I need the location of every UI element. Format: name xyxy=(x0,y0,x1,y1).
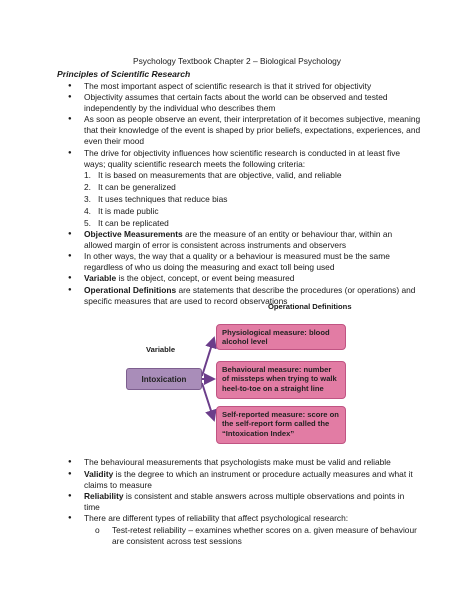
term-reliability: Reliability xyxy=(84,491,124,501)
criteria-text: It can be generalized xyxy=(98,182,176,192)
bullet-behavioural-measurements: ● The behavioural measurements that psychologists make must be valid and reliable xyxy=(84,457,422,468)
definition-variable: is the object, concept, or event being measured xyxy=(116,273,295,283)
diagram-box-behavioural: Behavioural measure: number of missteps when trying to walk heel-to-toe on a straight line xyxy=(216,361,346,399)
page-title: Psychology Textbook Chapter 2 – Biological Psychology xyxy=(133,56,341,66)
criteria-text: It is based on measurements that are objective, valid, and reliable xyxy=(98,170,342,180)
diagram-box-physiological: Physiological measure: blood alcohol level xyxy=(216,324,346,350)
definition-reliability: is consistent and stable answers across multiple observations and points in time xyxy=(84,491,405,512)
arrow-to-physiological xyxy=(202,338,214,376)
criteria-text: It is made public xyxy=(98,206,159,216)
bullet-validity xyxy=(84,469,422,491)
bullet-other-words: ● In other ways, the way that a quality or a behaviour is measured must be the same regardless of who us doing the measuring and exact toll being used xyxy=(84,251,422,273)
term-validity: Validity xyxy=(84,469,114,479)
criteria-number: 5. xyxy=(84,218,91,228)
subbullet-test-retest: o Test-retest reliability – examines whether scores on a. given measure of behaviour are consistent across test sessions xyxy=(112,525,424,547)
criteria-number: 3. xyxy=(84,194,91,204)
criteria-number: 4. xyxy=(84,206,91,216)
arrow-to-self-reported xyxy=(202,383,214,420)
diagram-center-intoxication: Intoxication xyxy=(126,368,202,390)
criteria-text: It uses techniques that reduce bias xyxy=(98,194,228,204)
section-heading: Principles of Scientific Research xyxy=(57,69,191,79)
term-objective-measurements: Objective Measurements xyxy=(84,229,183,239)
bullet-reliability-types: ● There are different types of reliability that affect psychological research: xyxy=(84,513,422,524)
criteria-number: 2. xyxy=(84,182,91,192)
bullet-subjective: ● As soon as people observe an event, their interpretation of it becomes subjective, meaning that their knowledge of the event is shaped by prior beliefs, expectations, experiences, and even their mood xyxy=(84,114,422,147)
criteria-text: It can be replicated xyxy=(98,218,169,228)
bullet-objectivity: ● The most important aspect of scientific research is that it strived for objectivity xyxy=(84,81,422,92)
bullet-drive-objectivity: ● The drive for objectivity influences how scientific research is conducted in at least five ways; quality scientific research meets the following criteria: xyxy=(84,148,422,170)
bullet-objectivity-assumes: ● Objectivity assumes that certain facts about the world can be observed and tested independently by the individual who describes them xyxy=(84,92,422,114)
diagram-variable-label: Variable xyxy=(146,345,176,354)
diagram-title: Operational Definitions xyxy=(268,302,352,311)
definition-objective-measurements: are the measure of an entity or behaviour thar, within an allowed margin of error is consistent across instruments and observers xyxy=(84,229,393,250)
definition-validity: is the degree to which an instrument or procedure actually measures and what it claims to measure xyxy=(84,469,413,490)
bullet-reliability xyxy=(84,491,422,513)
criteria-number: 1. xyxy=(84,170,91,180)
definition-operational-definitions: are statements that describe the procedures (or operations) and specific measures that are used to record observations xyxy=(84,285,416,306)
term-variable: Variable xyxy=(84,273,117,283)
term-operational-definitions: Operational Definitions xyxy=(84,285,177,295)
diagram-box-self-reported: Self-reported measure: score on the self-report form called the “Intoxication Index” xyxy=(216,406,346,444)
